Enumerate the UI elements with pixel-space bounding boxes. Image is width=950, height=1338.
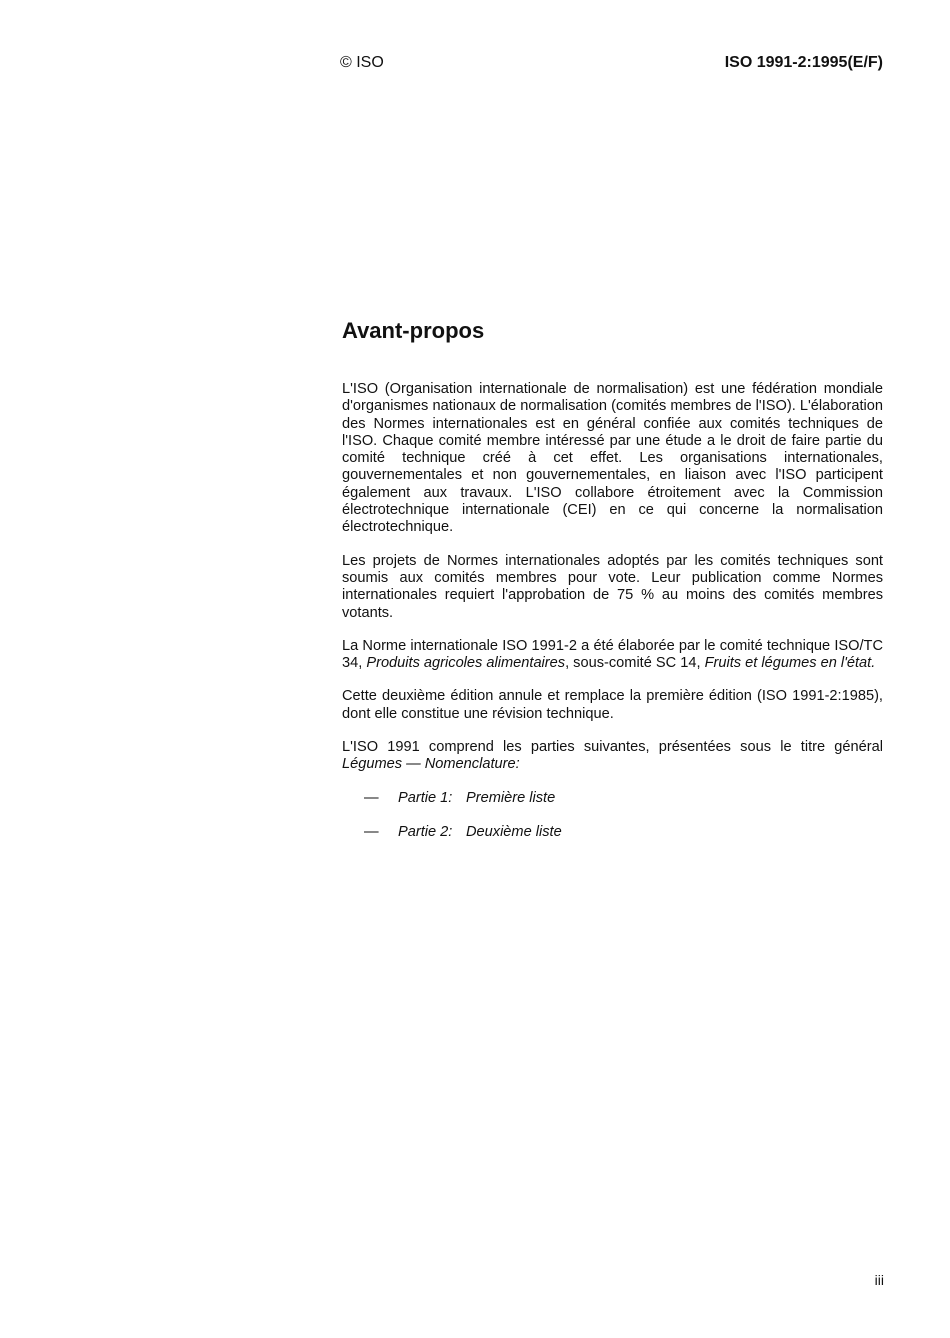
committee-title: Produits agricoles alimentaires xyxy=(366,655,566,672)
paragraph-iso-description: L'ISO (Organisation internationale de normalisation) est une fédération mondiale d'organismes nationaux de normalisation (comités membres de l'ISO). L'élaboration des Normes internationales est en général confiée aux comités techniques de l'ISO. Chaque comité membre intéressé par une étude a le droit de faire partie du comité technique créé à cet effet. Les organisations internationales, gouvernementales et non gouvernementales, en liaison avec l'ISO participent également aux travaux. L'ISO collabore étroitement avec la Commission électrotechnique internationale (CEI) en ce qui concerne la normalisation électrotechnique. xyxy=(342,381,883,536)
list-item xyxy=(342,824,883,841)
subcommittee-title: Fruits et légumes en l'état. xyxy=(704,655,876,672)
page-number: iii xyxy=(874,1272,884,1288)
general-title: Légumes — Nomenclature: xyxy=(342,756,520,773)
part-title: Deuxième liste xyxy=(466,823,562,840)
paragraph-draft-standards: Les projets de Normes internationales adoptés par les comités techniques sont soumis aux comités membres pour vote. Leur publication comme Normes internationales requiert l'approbation de 75 % au moins des comités membres votants. xyxy=(342,552,883,621)
paragraph-committee xyxy=(342,638,883,673)
list-dash: — xyxy=(364,823,379,840)
part-number: Partie 2: xyxy=(398,823,453,840)
section-title: Avant-propos xyxy=(342,318,485,343)
list-dash: — xyxy=(364,789,379,806)
paragraph-edition: Cette deuxième édition annule et remplace la première édition (ISO 1991-2:1985), dont elle constitue une révision technique. xyxy=(342,688,883,722)
document-identifier: ISO 1991-2:1995(E/F) xyxy=(724,54,883,71)
paragraph-parts-intro xyxy=(342,739,883,774)
copyright-notice: © ISO xyxy=(340,54,384,71)
foreword-section xyxy=(342,316,883,858)
paragraph-parts-intro-text: L'ISO 1991 comprend les parties suivantes, présentées sous le titre général xyxy=(342,739,883,756)
part-title: Première liste xyxy=(466,789,556,806)
paragraph-committee-text-2: , sous-comité SC 14, xyxy=(565,655,705,672)
list-item xyxy=(342,790,883,807)
part-number: Partie 1: xyxy=(398,789,453,806)
paragraph-committee-text-1: La Norme internationale ISO 1991-2 a été élaborée par le comité technique ISO/TC 34, xyxy=(342,637,883,672)
